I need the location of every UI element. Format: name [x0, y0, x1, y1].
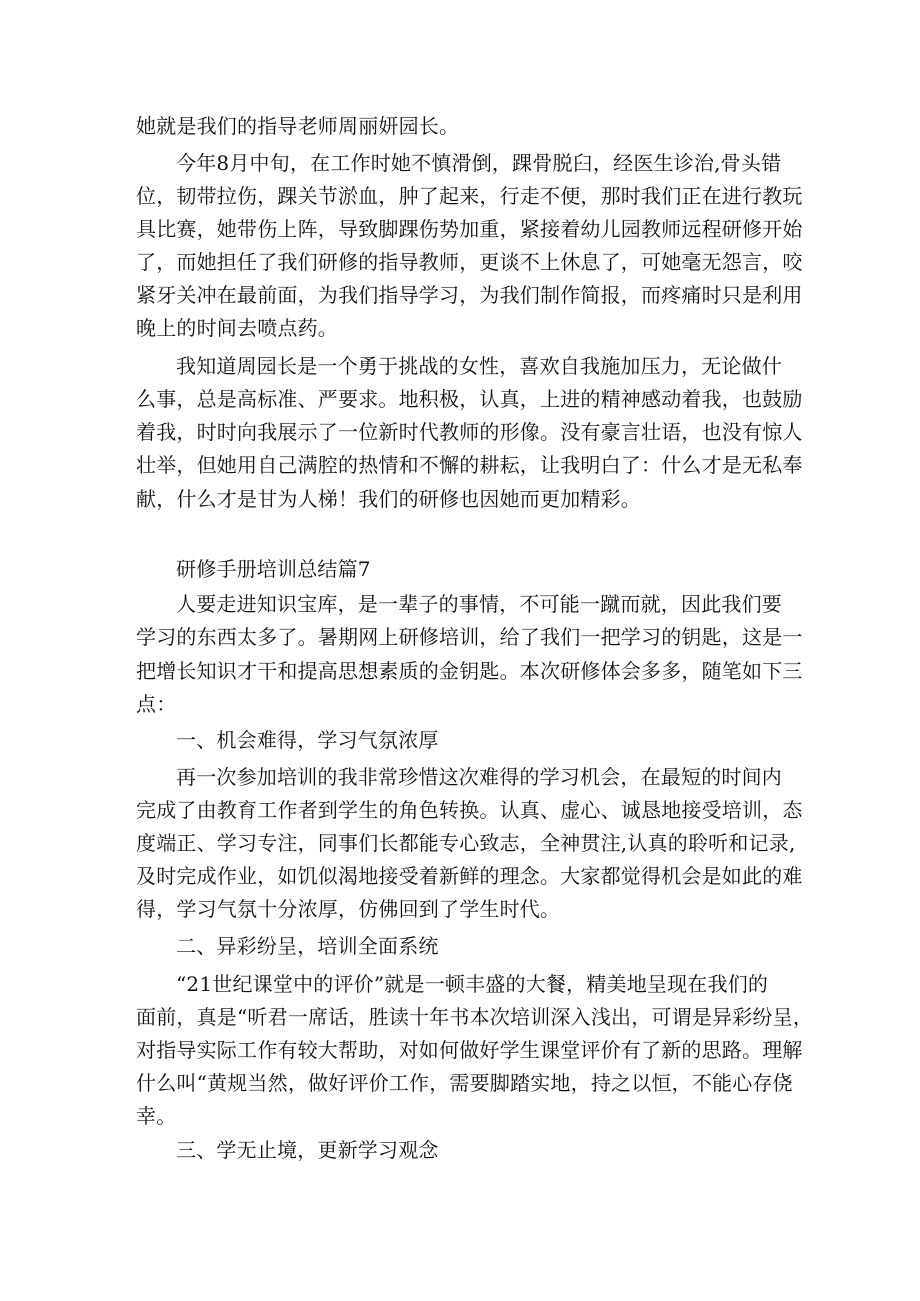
text-line: 点：	[136, 692, 177, 716]
text-line: 幸。	[136, 1104, 177, 1128]
text-line: 么事，总是高标准、严要求。地积极，认真，上进的精神感动着我，也鼓励	[136, 387, 803, 411]
text-line: 具比赛，她带伤上阵，导致脚踝伤势加重，紧接着幼儿园教师远程研修开始	[136, 217, 803, 241]
text-line: 位，韧带拉伤，踝关节淤血，肿了起来，行走不便，那时我们正在进行教玩	[136, 184, 803, 208]
subheading: 二、异彩纷呈，培训全面系统	[176, 934, 439, 958]
text-line: 什么叫“黄规当然，做好评价工作，需要脚踏实地，持之以恒，不能心存侥	[136, 1071, 793, 1095]
text-line: 着我，时时向我展示了一位新时代教师的形像。没有豪言壮语，也没有惊人	[136, 420, 803, 444]
text-line: 度端正、学习专注，同事们长都能专心致志，全神贯注,认真的聆听和记录,	[136, 831, 796, 855]
text-line: 晚上的时间去喷点药。	[136, 316, 338, 340]
text-line: 壮举，但她用自己满腔的热情和不懈的耕耘，让我明白了：什么才是无私奉	[136, 453, 803, 477]
text-line: 她就是我们的指导老师周丽妍园长。	[136, 114, 460, 138]
text-line: 了，而她担任了我们研修的指导教师，更谈不上休息了，可她毫无怨言，咬	[136, 250, 803, 274]
text-line: 得，学习气氛十分浓厚，仿佛回到了学生时代。	[136, 897, 561, 921]
subheading: 一、机会难得，学习气氛浓厚	[176, 728, 439, 752]
text-line: 人要走进知识宝库，是一辈子的事情，不可能一蹴而就，因此我们要	[176, 592, 782, 616]
text-line: 献，什么才是甘为人梯！我们的研修也因她而更加精彩。	[136, 487, 641, 511]
text-line: 学习的东西太多了。暑期网上研修培训，给了我们一把学习的钥匙，这是一	[136, 625, 803, 649]
text-line: 再一次参加培训的我非常珍惜这次难得的学习机会，在最短的时间内	[176, 765, 782, 789]
text-line: 及时完成作业，如饥似渴地接受着新鲜的理念。大家都觉得机会是如此的难	[136, 864, 803, 888]
text-line: 把增长知识才干和提高思想素质的金钥匙。本次研修体会多多，随笔如下三	[136, 659, 803, 683]
subheading: 三、学无止境，更新学习观念	[176, 1138, 439, 1162]
text-line: 我知道周园长是一个勇于挑战的女性，喜欢自我施加压力，无论做什	[176, 354, 782, 378]
text-line: 面前，真是“听君一席话，胜读十年书本次培训深入浅出，可谓是异彩纷呈，	[136, 1005, 814, 1029]
text-line: 紧牙关冲在最前面，为我们指导学习，为我们制作简报，而疼痛时只是利用	[136, 283, 803, 307]
text-line: 今年8月中旬，在工作时她不慎滑倒，踝骨脱臼，经医生诊治,骨头错	[176, 151, 782, 175]
text-line: 对指导实际工作有较大帮助，对如何做好学生课堂评价有了新的思路。理解	[136, 1038, 803, 1062]
text-line: “21世纪课堂中的评价”就是一顿丰盛的大餐，精美地呈现在我们的	[176, 972, 769, 996]
text-line: 完成了由教育工作者到学生的角色转换。认真、虚心、诚恳地接受培训，态	[136, 798, 803, 822]
section-heading: 研修手册培训总结篇7	[176, 557, 371, 581]
